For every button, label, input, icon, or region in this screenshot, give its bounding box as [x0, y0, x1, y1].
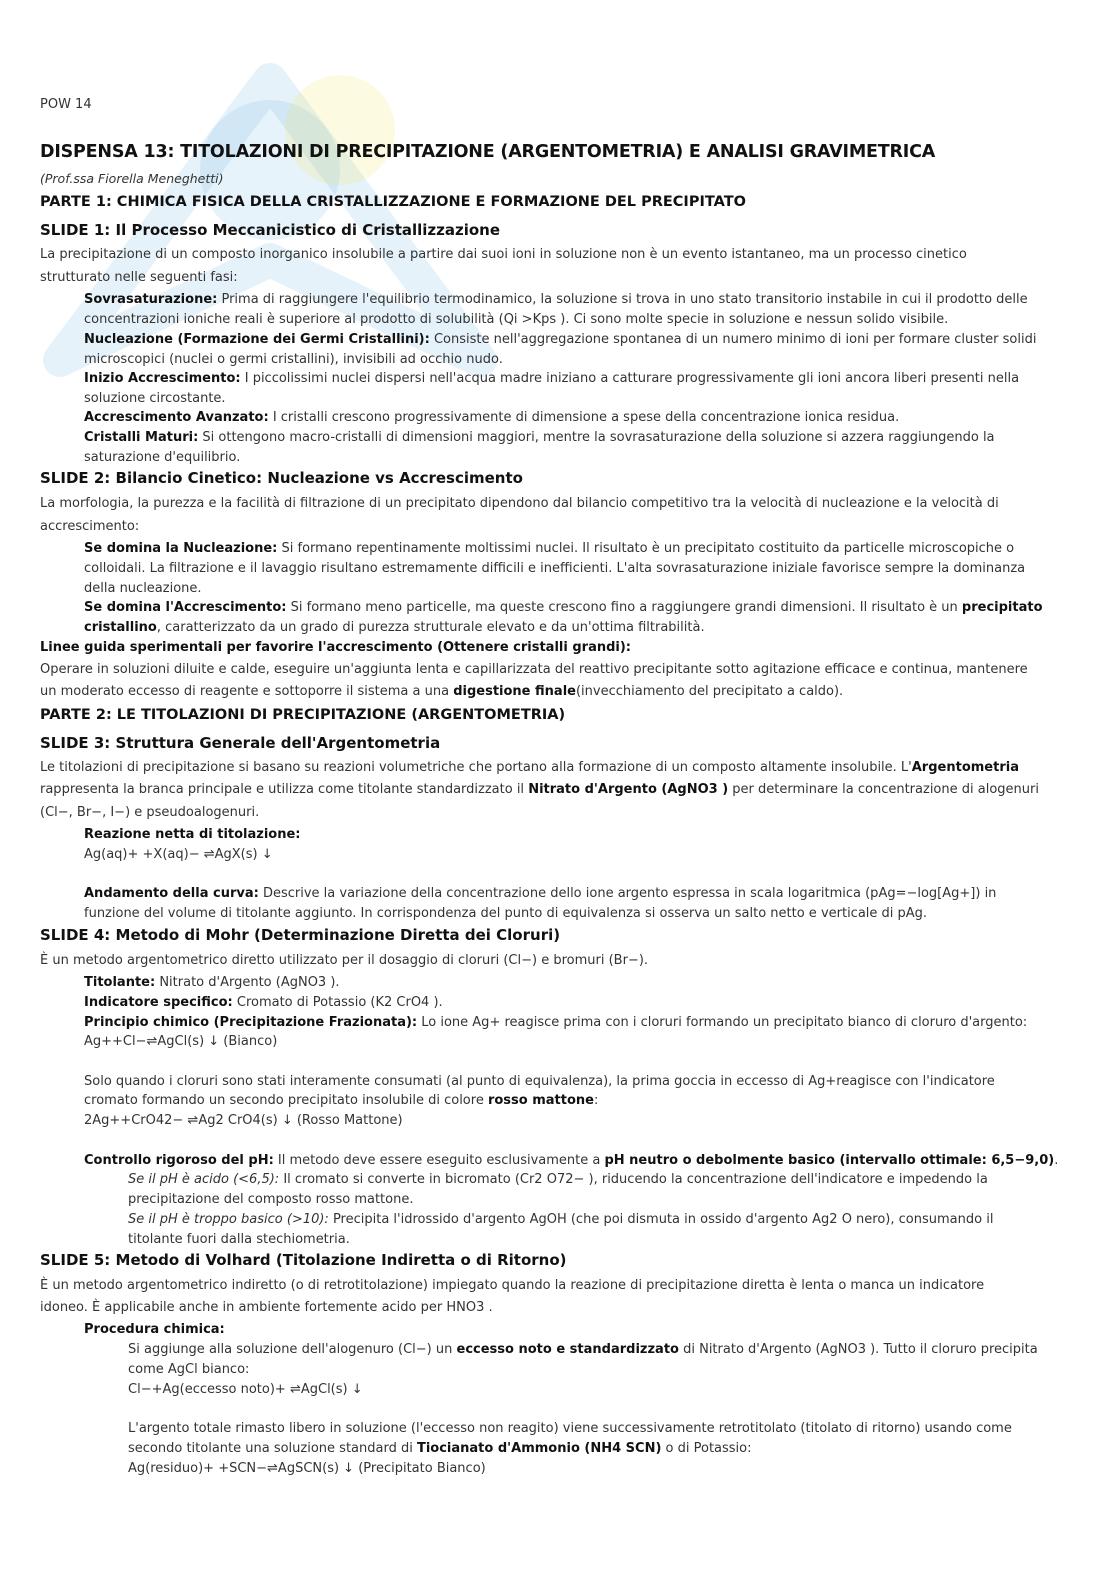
- slide2-accr-line: Se domina l'Accrescimento: Si formano meno particelle, ma queste crescono fino a raggiungere grandi dimensioni. Il risultato è un precipitato: [84, 600, 1043, 615]
- term-label: Se domina la Nucleazione:: [84, 541, 278, 556]
- slide2-linee-line: un moderato eccesso di reagente e sottoporre il sistema a una digestione finale(invecchiamento del precipitato a caldo).: [40, 684, 844, 699]
- slide3-curve-line: funzione del volume di titolante aggiunto. In corrispondenza del punto di equivalenza si osserva un salto netto e verticale di pAg.: [84, 906, 928, 921]
- slide5-equation: Cl−+Ag(eccesso noto)+ ⇌AgCl(s) ↓: [128, 1382, 363, 1397]
- slide5-step1-line: come AgCl bianco:: [128, 1362, 250, 1377]
- term-label: Cristalli Maturi:: [84, 430, 199, 445]
- slide4-acido-line: precipitazione del composto rosso mattone.: [128, 1192, 414, 1207]
- term-label: Accrescimento Avanzato:: [84, 410, 269, 425]
- term-label: Nucleazione (Formazione dei Germi Cristallini):: [84, 332, 430, 347]
- parte1-heading: PARTE 1: CHIMICA FISICA DELLA CRISTALLIZZAZIONE E FORMAZIONE DEL PRECIPITATO: [40, 194, 746, 210]
- term-label: Principio chimico (Precipitazione Frazionata):: [84, 1015, 418, 1030]
- slide4-solo-line: cromato formando un secondo precipitato insolubile di colore rosso mattone:: [84, 1093, 599, 1108]
- slide1-inizio-line: soluzione circostante.: [84, 391, 226, 406]
- slide5-equation: Ag(residuo)+ +SCN−⇌AgSCN(s) ↓ (Precipitato Bianco): [128, 1461, 486, 1476]
- slide5-intro-line: idoneo. È applicabile anche in ambiente fortemente acido per HNO3 .: [40, 1300, 493, 1315]
- slide4-intro: È un metodo argentometrico diretto utilizzato per il dosaggio di cloruri (Cl−) e bromuri (Br−).: [40, 953, 649, 968]
- slide1-avanz-line: Accrescimento Avanzato: I cristalli crescono progressivamente di dimensione a spese della concentrazione ionica residua.: [84, 410, 900, 425]
- slide5-step1-line: Si aggiunge alla soluzione dell'alogenuro (Cl−) un eccesso noto e standardizzato di Nitrato d'Argento (AgNO3 ). Tutto il cloruro precipita: [128, 1342, 1038, 1357]
- slide2-nucl-line: della nucleazione.: [84, 581, 202, 596]
- slide2-heading: SLIDE 2: Bilancio Cinetico: Nucleazione vs Accrescimento: [40, 469, 523, 487]
- slide1-nucl-line: Nucleazione (Formazione dei Germi Cristallini): Consiste nell'aggregazione spontanea di un numero minimo di ioni per formare cluster solidi: [84, 332, 1037, 347]
- term-label: Controllo rigoroso del pH:: [84, 1153, 274, 1168]
- slide2-intro-line: La morfologia, la purezza e la facilità di filtrazione di un precipitato dipendono dal bilancio competitivo tra la velocità di nucleazione e la velocità di: [40, 496, 999, 511]
- slide4-solo-line: Solo quando i cloruri sono stati interamente consumati (al punto di equivalenza), la prima goccia in eccesso di Ag+reagisce con l'indicatore: [84, 1074, 995, 1089]
- slide4-heading: SLIDE 4: Metodo di Mohr (Determinazione Diretta dei Cloruri): [40, 926, 561, 944]
- slide4-principio-line: Principio chimico (Precipitazione Frazionata): Lo ione Ag+ reagisce prima con i cloruri formando un precipitato bianco di cloruro d'argento:: [84, 1015, 1028, 1030]
- parte2-heading: PARTE 2: LE TITOLAZIONI DI PRECIPITAZIONE (ARGENTOMETRIA): [40, 707, 566, 723]
- slide4-acido-line: Se il pH è acido (<6,5): Il cromato si converte in bicromato (Cr2 O72− ), riducendo la concentrazione dell'indicatore e impedendo la: [128, 1172, 988, 1187]
- slide4-basico-line: titolante fuori dalla stechiometria.: [128, 1232, 350, 1247]
- slide3-body-line: (Cl−, Br−, I−) e pseudoalogenuri.: [40, 805, 260, 820]
- slide1-intro-line: strutturato nelle seguenti fasi:: [40, 270, 238, 285]
- document-title: DISPENSA 13: TITOLAZIONI DI PRECIPITAZIONE (ARGENTOMETRIA) E ANALISI GRAVIMETRICA: [40, 142, 936, 162]
- slide3-body-line: rappresenta la branca principale e utilizza come titolante standardizzato il Nitrato d'Argento (AgNO3 ) per determinare la concentrazione di alogenuri: [40, 782, 1039, 797]
- slide4-basico-line: Se il pH è troppo basico (>10): Precipita l'idrossido d'argento AgOH (che poi dismuta in ossido d'argento Ag2 O nero), consumando il: [128, 1212, 994, 1227]
- slide4-equation: 2Ag++CrO42− ⇌Ag2 CrO4(s) ↓ (Rosso Mattone): [84, 1113, 403, 1128]
- slide4-indicatore-line: Indicatore specifico: Cromato di Potassio (K2 CrO4 ).: [84, 995, 443, 1010]
- slide2-nucl-line: colloidali. La filtrazione e il lavaggio risultano estremamente difficili e inefficienti. L'alta sovrasaturazione iniziale favorisce sempre la dominanza: [84, 561, 1026, 576]
- slide3-body-line: Le titolazioni di precipitazione si basano su reazioni volumetriche che portano alla formazione di un composto altamente insolubile. L'Argentometria: [40, 760, 1019, 775]
- slide1-maturi-line: Cristalli Maturi: Si ottengono macro-cristalli di dimensioni maggiori, mentre la sovrasaturazione della soluzione si azzera raggiungendo la: [84, 430, 995, 445]
- slide5-intro-line: È un metodo argentometrico indiretto (o di retrotitolazione) impiegato quando la reazione di precipitazione diretta è lenta o manca un indicatore: [40, 1278, 985, 1293]
- slide4-titolante-line: Titolante: Nitrato d'Argento (AgNO3 ).: [84, 975, 340, 990]
- slide1-inizio-line: Inizio Accrescimento: I piccolissimi nuclei dispersi nell'acqua madre iniziano a catturare progressivamente gli ioni ancora liberi presenti nella: [84, 371, 1020, 386]
- slide1-sovra-line: concentrazioni ioniche reali è superiore al prodotto di solubilità (Qi >Kps ). Ci sono molte specie in soluzione e nessun solido visibile.: [84, 312, 949, 327]
- author-line: (Prof.ssa Fiorella Meneghetti): [40, 171, 224, 186]
- slide5-procedure-heading: Procedura chimica:: [84, 1322, 225, 1337]
- slide1-sovra-line: Sovrasaturazione: Prima di raggiungere l'equilibrio termodinamico, la soluzione si trova in uno stato transitorio instabile in cui il prodotto delle: [84, 292, 1028, 307]
- term-label: Sovrasaturazione:: [84, 292, 218, 307]
- term-label: Titolante:: [84, 975, 156, 990]
- slide2-linee-line: Operare in soluzioni diluite e calde, eseguire un'aggiunta lenta e capillarizzata del reattivo precipitante sotto agitazione efficace e continua, mantenere: [40, 662, 1028, 677]
- slide2-nucl-line: Se domina la Nucleazione: Si formano repentinamente moltissimi nuclei. Il risultato è un precipitato costituito da particelle microscopiche o: [84, 541, 1015, 556]
- slide5-heading: SLIDE 5: Metodo di Volhard (Titolazione Indiretta o di Ritorno): [40, 1251, 567, 1269]
- page-header: POW 14: [40, 97, 92, 112]
- slide2-accr-line: cristallino, caratterizzato da un grado di purezza strutturale elevato e da un'ottima filtrabilità.: [84, 620, 705, 635]
- slide3-heading: SLIDE 3: Struttura Generale dell'Argentometria: [40, 734, 441, 752]
- term-label: Inizio Accrescimento:: [84, 371, 241, 386]
- slide4-ph-line: Controllo rigoroso del pH: Il metodo deve essere eseguito esclusivamente a pH neutro o debolmente basico (intervallo ottimale: 6,5−9,0).: [84, 1153, 1059, 1168]
- slide1-intro-line: La precipitazione di un composto inorganico insolubile a partire dai suoi ioni in soluzione non è un evento istantaneo, ma un processo cinetico: [40, 247, 967, 262]
- term-label: Andamento della curva:: [84, 886, 259, 901]
- slide5-step2-line: L'argento totale rimasto libero in soluzione (l'eccesso non reagito) viene successivamente retrotitolato (titolato di ritorno) usando come: [128, 1421, 1012, 1436]
- slide2-linee-heading: Linee guida sperimentali per favorire l'accrescimento (Ottenere cristalli grandi):: [40, 640, 631, 655]
- slide1-nucl-line: microscopici (nuclei o germi cristallini), invisibili ad occhio nudo.: [84, 352, 503, 367]
- slide3-reaction-heading: Reazione netta di titolazione:: [84, 827, 301, 842]
- slide3-curve-line: Andamento della curva: Descrive la variazione della concentrazione dello ione argento espressa in scala logaritmica (pAg=−log[Ag+]) in: [84, 886, 997, 901]
- slide1-heading: SLIDE 1: Il Processo Meccanicistico di Cristallizzazione: [40, 221, 501, 239]
- slide3-reaction-equation: Ag(aq)+ +X(aq)− ⇌AgX(s) ↓: [84, 847, 273, 862]
- term-label: Indicatore specifico:: [84, 995, 233, 1010]
- slide5-step2-line: secondo titolante una soluzione standard di Tiocianato d'Ammonio (NH4 SCN) o di Potassio:: [128, 1441, 752, 1456]
- slide1-maturi-line: saturazione d'equilibrio.: [84, 450, 241, 465]
- slide2-intro-line: accrescimento:: [40, 519, 140, 534]
- slide4-equation: Ag++Cl−⇌AgCl(s) ↓ (Bianco): [84, 1034, 278, 1049]
- term-label: Se domina l'Accrescimento:: [84, 600, 287, 615]
